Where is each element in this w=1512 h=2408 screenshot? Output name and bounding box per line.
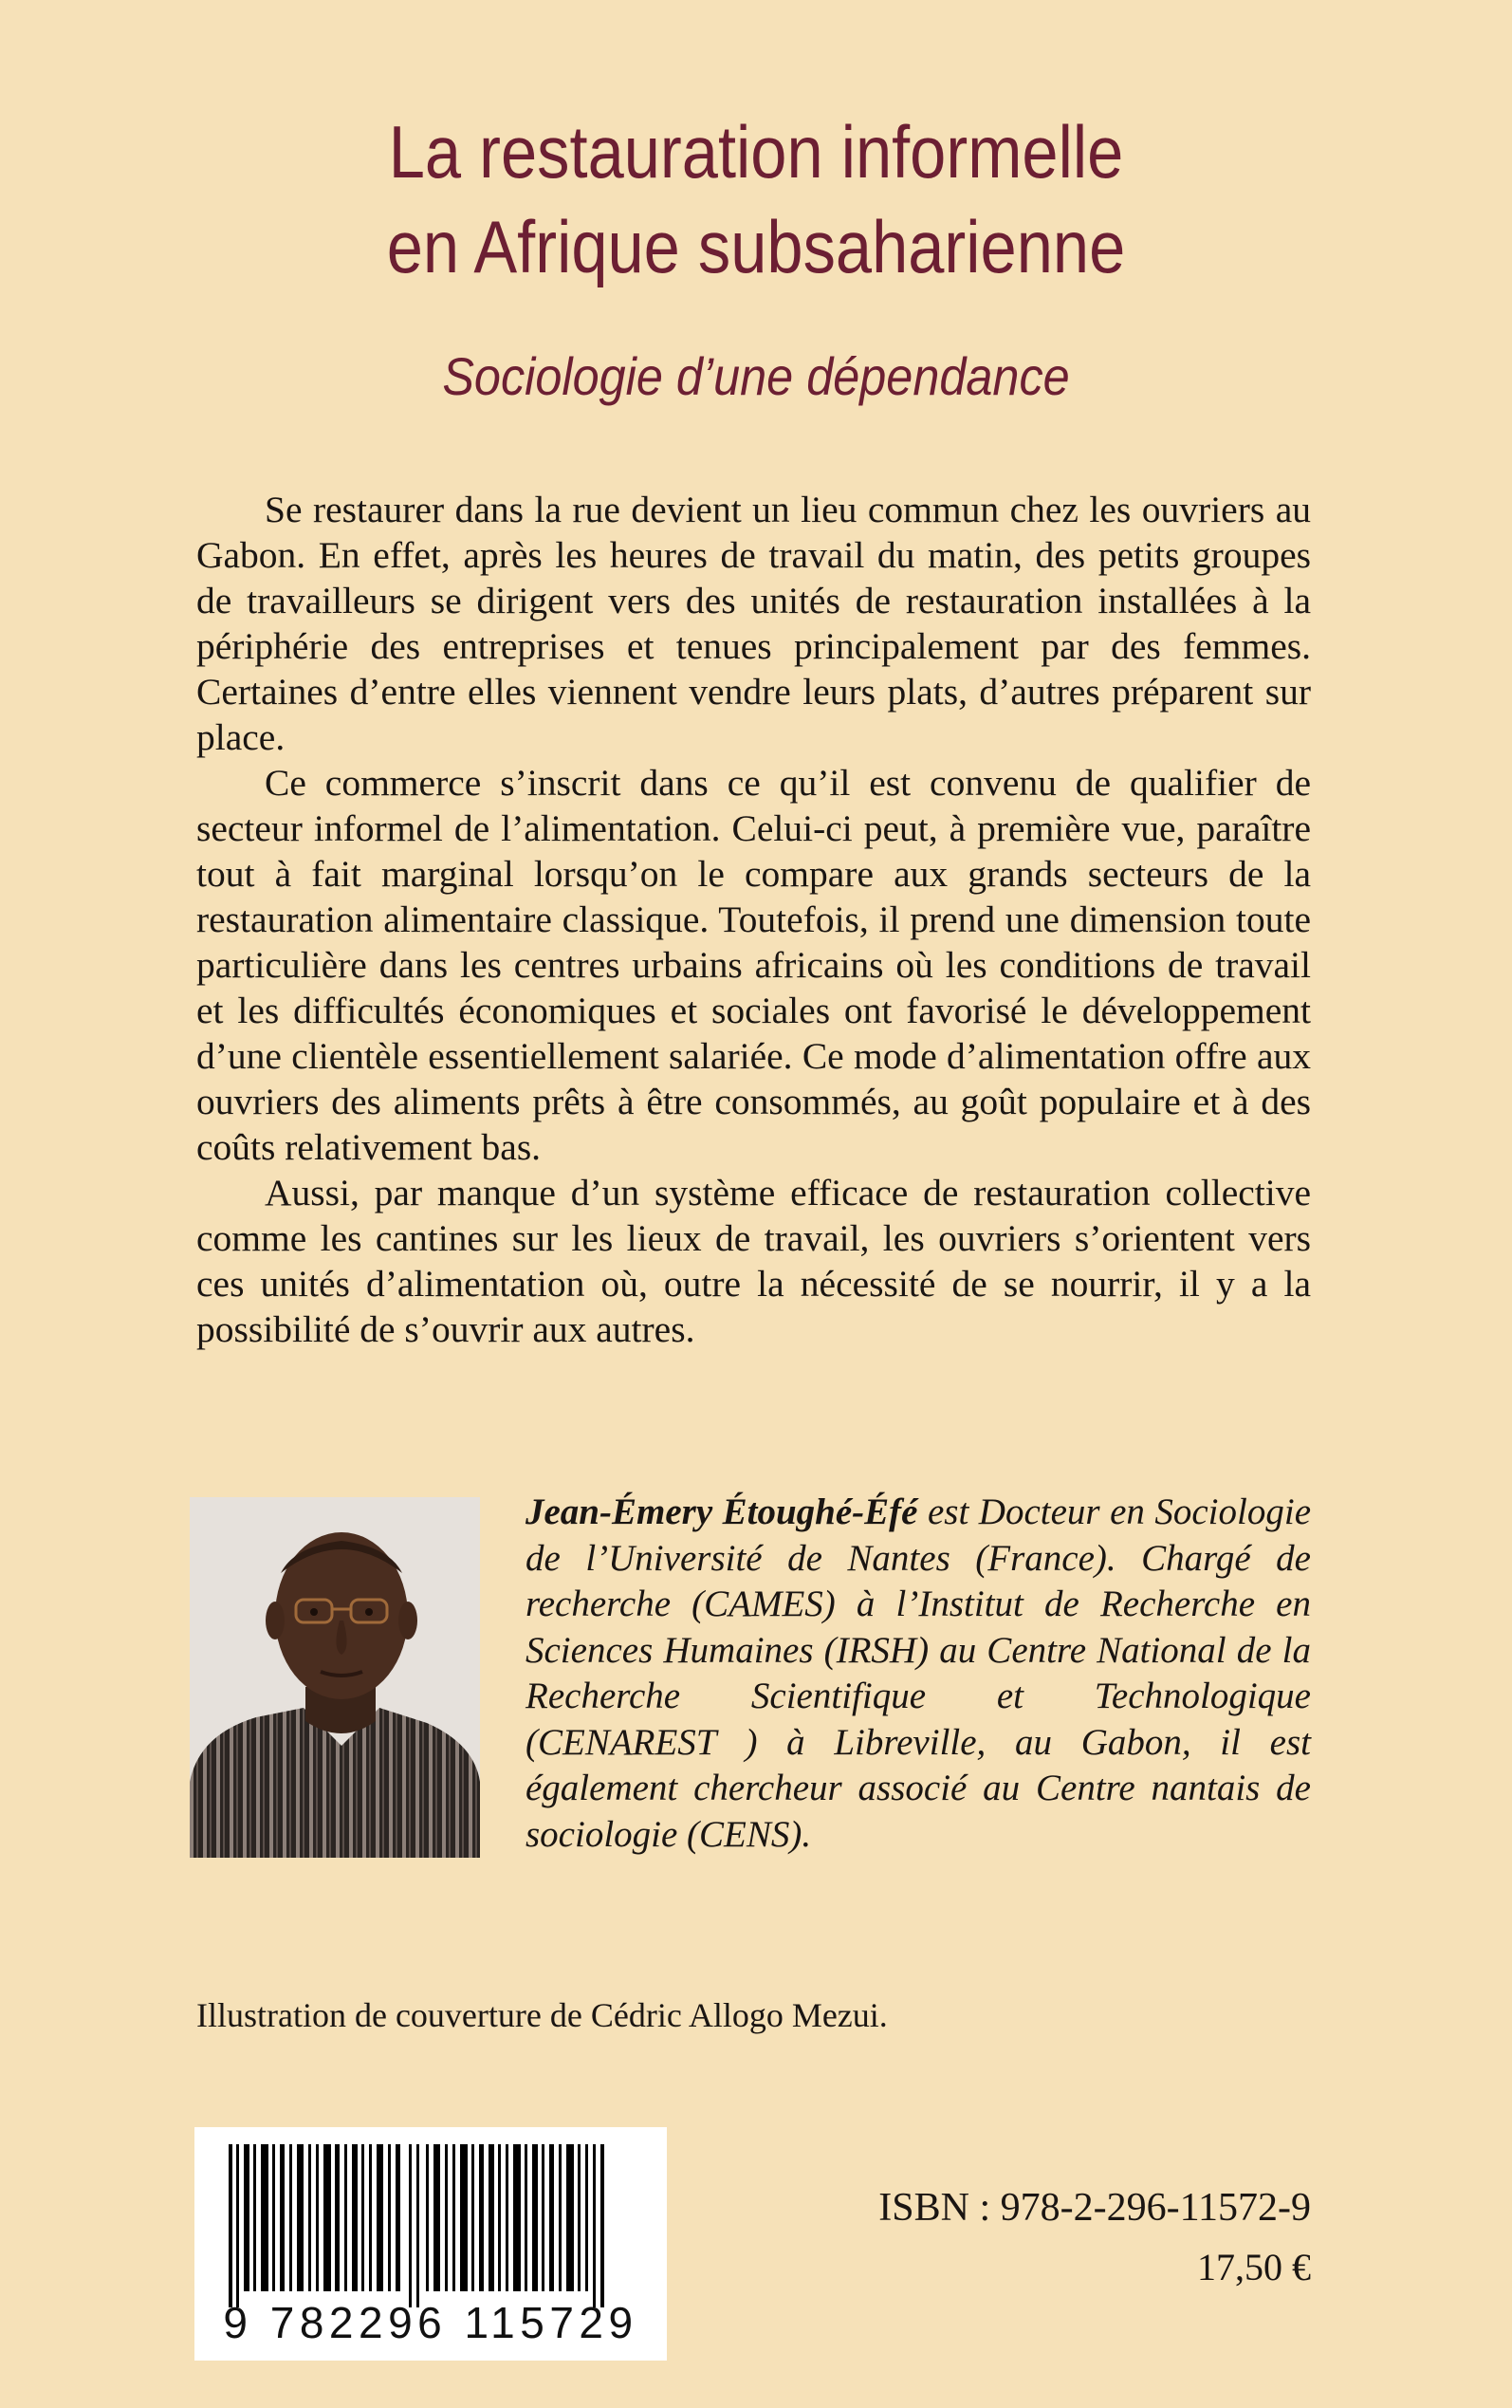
isbn-barcode [194,2127,667,2361]
isbn-number: ISBN : 978-2-296-11572-9 [878,2186,1311,2230]
blurb-paragraph: Aussi, par manque d’un système efficace de restauration collective comme les cantines sur les lieux de travail, les ouvriers s’orientent vers ces unités d’alimentation où, outre la nécessité de se nourrir, il y a la possibilité de s’ouvrir aux autres. [196,1172,1311,1350]
price: 17,50 € [1197,2246,1311,2288]
book-title-line-1: La restauration informelle [388,110,1124,194]
author-bio [526,1490,1311,1858]
author-bio-text: est Docteur en Sociologie de l’Université de Nantes (France). Chargé de recherche (CAMES) à l’Institut de Recherche en Sciences Humaines (IRSH) au Centre National de la Recherche Scientifique et Technologique (CENAREST ) à Libreville, au Gabon, il est également chercheur associé au Centre nantais de sociologie (CENS). [526,1491,1312,1855]
cover-illustration-credit: Illustration de couverture de Cédric Allogo Mezui. [196,1996,888,2034]
barcode-digits: 9 782296 115729 [223,2298,638,2347]
book-subtitle: Sociologie d’une dépendance [442,346,1070,406]
author-photo [190,1497,480,1858]
blurb [196,487,1311,1352]
author-portrait-illustration [190,1497,480,1858]
blurb-paragraph: Se restaurer dans la rue devient un lieu commun chez les ouvriers au Gabon. En effet, après les heures de travail du matin, des petits groupes de travailleurs se dirigent vers des unités de restauration installées à la périphérie des entreprises et tenues principalement par des femmes. Certaines d’entre elles viennent vendre leurs plats, d’autres préparent sur place. [196,489,1311,758]
author-name: Jean-Émery Étoughé-Éfé [526,1491,918,1532]
book-title [91,104,1422,294]
blurb-paragraph: Ce commerce s’inscrit dans ce qu’il est convenu de qualifier de secteur informel de l’alimentation. Celui-ci peut, à première vue, paraître tout à fait marginal lorsqu’on le compare aux grands secteurs de la restauration alimentaire classique. Toutefois, il prend une dimension toute particulière dans les centres urbains africains où les conditions de travail et les difficultés économiques et sociales ont favorisé le développement d’une clientèle essentiellement salariée. Ce mode d’alimentation offre aux ouvriers des aliments prêts à être consommés, au goût populaire et à des coûts relativement bas. [196,762,1311,1168]
book-title-line-2: en Afrique subsaharienne [386,205,1126,288]
